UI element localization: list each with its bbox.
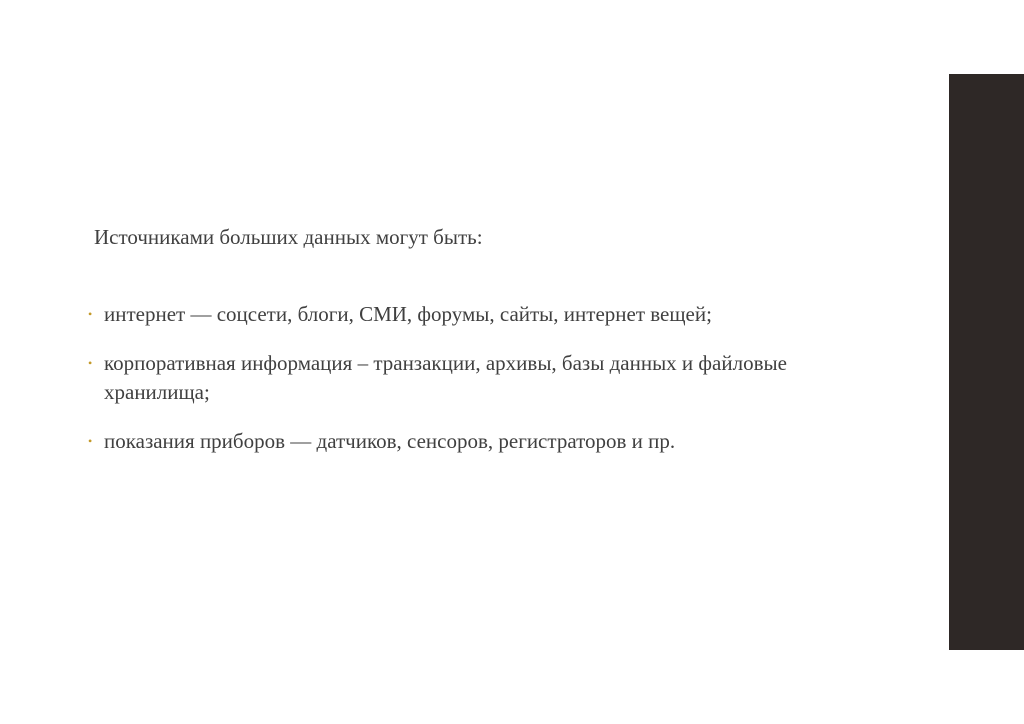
intro-text: Источниками больших данных могут быть: bbox=[94, 225, 483, 249]
bullet-icon: • bbox=[88, 356, 93, 370]
side-accent-bar bbox=[949, 74, 1024, 650]
bullet-icon: • bbox=[88, 307, 93, 321]
list-item bbox=[88, 300, 868, 329]
bullet-text: интернет — соцсети, блоги, СМИ, форумы, сайты, интернет вещей; bbox=[104, 302, 712, 326]
bullet-text: корпоративная информация – транзакции, архивы, базы данных и файловые хранилища; bbox=[104, 351, 787, 404]
bullet-text: показания приборов — датчиков, сенсоров, регистраторов и пр. bbox=[104, 429, 676, 453]
bullet-list bbox=[88, 300, 868, 476]
bullet-icon: • bbox=[88, 434, 93, 448]
list-item bbox=[88, 349, 868, 407]
list-item bbox=[88, 427, 868, 456]
